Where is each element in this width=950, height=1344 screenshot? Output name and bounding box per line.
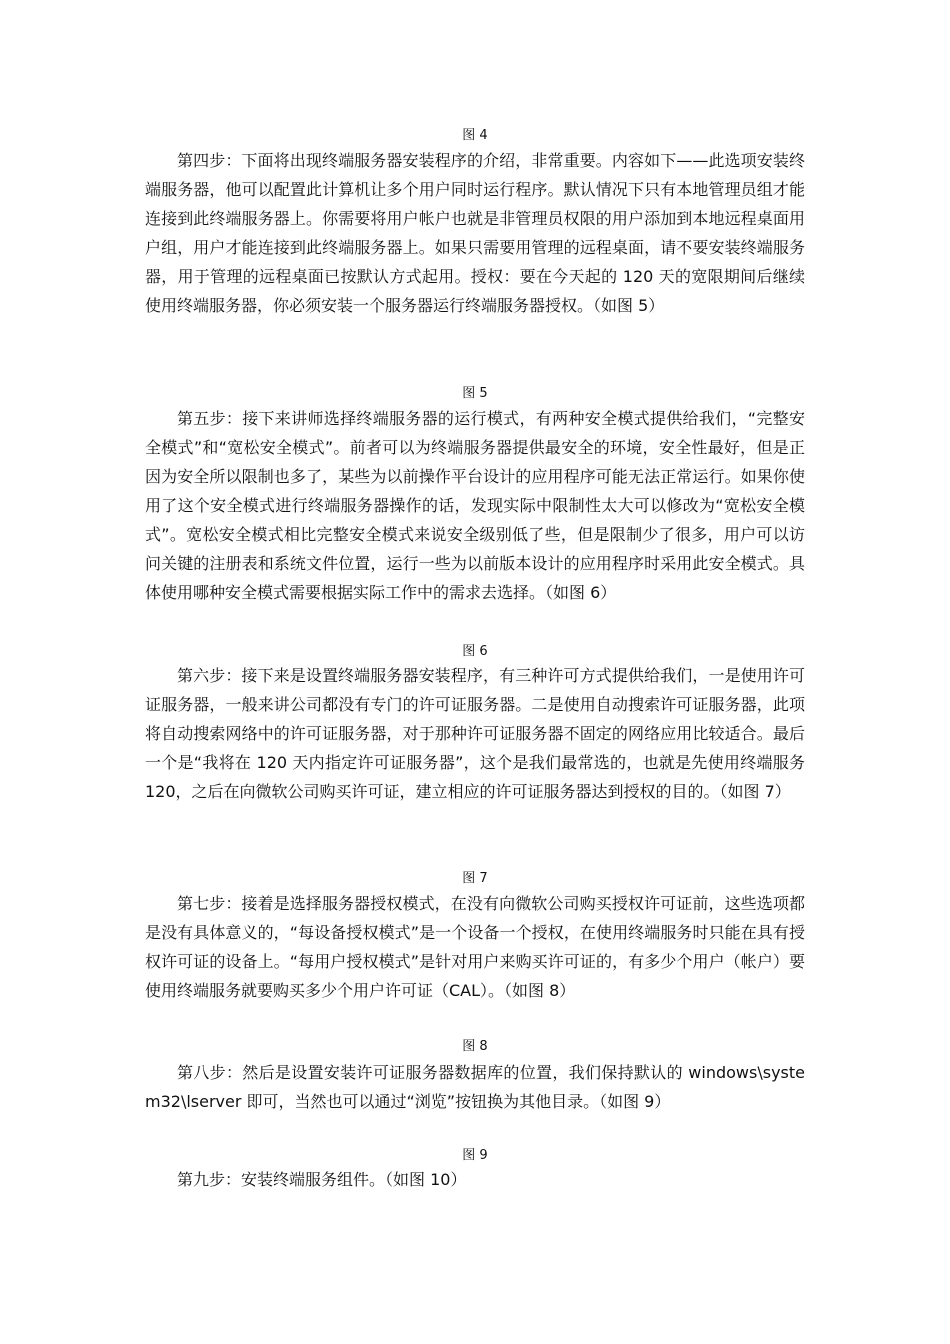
paragraph-step-7: 第七步：接着是选择服务器授权模式，在没有向微软公司购买授权许可证前，这些选项都是没有具体意义的，“每设备授权模式”是一个设备一个授权，在使用终端服务时只能在具有授权许可证的设备上。“每用户授权模式”是针对用户来购买许可证的，有多少个用户（帐户）要使用终端服务就要购买多少个用户许可证（CAL）。（如图 8）	[145, 894, 805, 1000]
figure-caption-6: 图 6	[462, 644, 488, 659]
figure-caption-4: 图 4	[462, 128, 488, 143]
paragraph-step-6: 第六步：接下来是设置终端服务器安装程序，有三种许可方式提供给我们，一是使用许可证服务器，一般来讲公司都没有专门的许可证服务器。二是使用自动搜索许可证服务器，此项将自动搜索网络中的许可证服务器，对于那种许可证服务器不固定的网络应用比较适合。最后一个是“我将在 120 天内指定许可证服务器”，这个是我们最常选的，也就是先使用终端服务 120，之后在向微软公司购买许可证，建立相应的许可证服务器达到授权的目的。（如图 7）	[145, 666, 805, 801]
paragraph-step-8: 第八步：然后是设置安装许可证服务器数据库的位置，我们保持默认的 windows\system32\lserver 即可，当然也可以通过“浏览”按钮换为其他目录。（如图 9）	[145, 1063, 805, 1111]
figure-caption-9: 图 9	[462, 1148, 488, 1163]
figure-caption-5: 图 5	[462, 386, 488, 401]
figure-caption-7: 图 7	[462, 871, 488, 886]
paragraph-step-5: 第五步：接下来讲师选择终端服务器的运行模式，有两种安全模式提供给我们，“完整安全模式”和“宽松安全模式”。前者可以为终端服务器提供最安全的环境，安全性最好，但是正因为安全所以限制也多了，某些为以前操作平台设计的应用程序可能无法正常运行。如果你使用了这个安全模式进行终端服务器操作的话，发现实际中限制性太大可以修改为“宽松安全模式”。宽松安全模式相比完整安全模式来说安全级别低了些，但是限制少了很多，用户可以访问关键的注册表和系统文件位置，运行一些为以前版本设计的应用程序时采用此安全模式。具体使用哪种安全模式需要根据实际工作中的需求去选择。（如图 6）	[145, 409, 805, 602]
paragraph-step-4: 第四步：下面将出现终端服务器安装程序的介绍，非常重要。内容如下——此选项安装终端服务器，他可以配置此计算机让多个用户同时运行程序。默认情况下只有本地管理员组才能连接到此终端服务器上。你需要将用户帐户也就是非管理员权限的用户添加到本地远程桌面用户组，用户才能连接到此终端服务器上。如果只需要用管理的远程桌面，请不要安装终端服务器，用于管理的远程桌面已按默认方式起用。授权：要在今天起的 120 天的宽限期间后继续使用终端服务器，你必须安装一个服务器运行终端服务器授权。（如图 5）	[145, 151, 805, 315]
figure-caption-8: 图 8	[462, 1039, 488, 1054]
paragraph-step-9: 第九步：安装终端服务组件。（如图 10）	[177, 1170, 467, 1189]
